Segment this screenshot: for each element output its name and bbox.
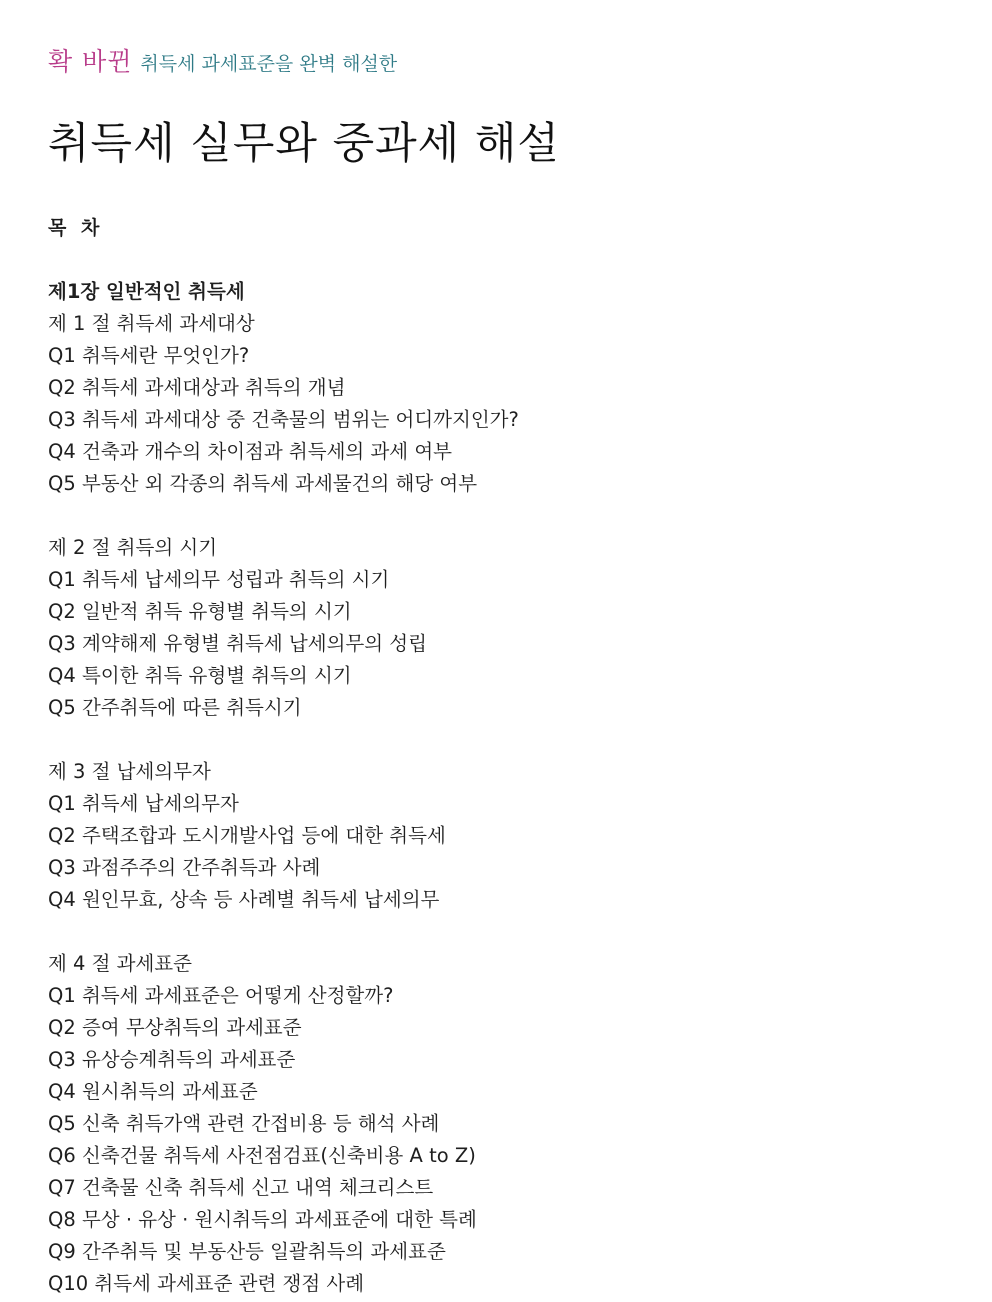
- toc-item: Q1 취득세 납세의무 성립과 취득의 시기: [48, 568, 390, 591]
- section-spacer: [48, 500, 948, 532]
- toc-item: Q5 신축 취득가액 관련 간접비용 등 해석 사례: [48, 1112, 440, 1135]
- toc-section-title: 제 4 절 과세표준: [48, 952, 193, 975]
- toc-item: Q4 원인무효, 상속 등 사례별 취득세 납세의무: [48, 888, 440, 911]
- tagline: [48, 42, 397, 85]
- toc-item: Q4 건축과 개수의 차이점과 취득세의 과세 여부: [48, 440, 453, 463]
- toc-section-title: 제 3 절 납세의무자: [48, 760, 211, 783]
- toc-item: Q7 건축물 신축 취득세 신고 내역 체크리스트: [48, 1176, 434, 1199]
- toc-item: Q2 주택조합과 도시개발사업 등에 대한 취득세: [48, 824, 446, 847]
- toc-item: Q1 취득세란 무엇인가?: [48, 344, 250, 367]
- toc-item: Q2 취득세 과세대상과 취득의 개념: [48, 376, 346, 399]
- toc-chapter: 제1장 일반적인 취득세: [48, 280, 245, 303]
- toc-item: Q1 취득세 납세의무자: [48, 792, 239, 815]
- toc-item: Q10 취득세 과세표준 관련 쟁점 사례: [48, 1272, 365, 1295]
- toc-item: Q3 취득세 과세대상 중 건축물의 범위는 어디까지인가?: [48, 408, 519, 431]
- toc-section-title: 제 1 절 취득세 과세대상: [48, 312, 255, 335]
- table-of-contents: [48, 276, 948, 1300]
- toc-item: Q5 부동산 외 각종의 취득세 과세물건의 해당 여부: [48, 472, 478, 495]
- toc-item: Q9 간주취득 및 부동산등 일괄취득의 과세표준: [48, 1240, 446, 1263]
- toc-item: Q2 증여 무상취득의 과세표준: [48, 1016, 302, 1039]
- toc-item: Q4 원시취득의 과세표준: [48, 1080, 258, 1103]
- book-title: 취득세 실무와 중과세 해설: [48, 119, 560, 169]
- toc-heading: 목 차: [48, 217, 104, 239]
- toc-item: Q2 일반적 취득 유형별 취득의 시기: [48, 600, 352, 623]
- toc-item: Q1 취득세 과세표준은 어떻게 산정할까?: [48, 984, 394, 1007]
- toc-item: Q8 무상 · 유상 · 원시취득의 과세표준에 대한 특례: [48, 1208, 477, 1231]
- tagline-subtitle: 취득세 과세표준을 완벽 해설한: [140, 53, 398, 75]
- section-spacer: [48, 724, 948, 756]
- toc-section-title: 제 2 절 취득의 시기: [48, 536, 218, 559]
- toc-item: Q3 과점주주의 간주취득과 사례: [48, 856, 321, 879]
- toc-item: Q3 계약해제 유형별 취득세 납세의무의 성립: [48, 632, 427, 655]
- tagline-accent: 확 바뀐: [48, 47, 133, 76]
- toc-item: Q6 신축건물 취득세 사전점검표(신축비용 A to Z): [48, 1144, 476, 1167]
- toc-item: Q4 특이한 취득 유형별 취득의 시기: [48, 664, 352, 687]
- toc-item: Q5 간주취득에 따른 취득시기: [48, 696, 302, 719]
- section-spacer: [48, 916, 948, 948]
- toc-item: Q3 유상승계취득의 과세표준: [48, 1048, 296, 1071]
